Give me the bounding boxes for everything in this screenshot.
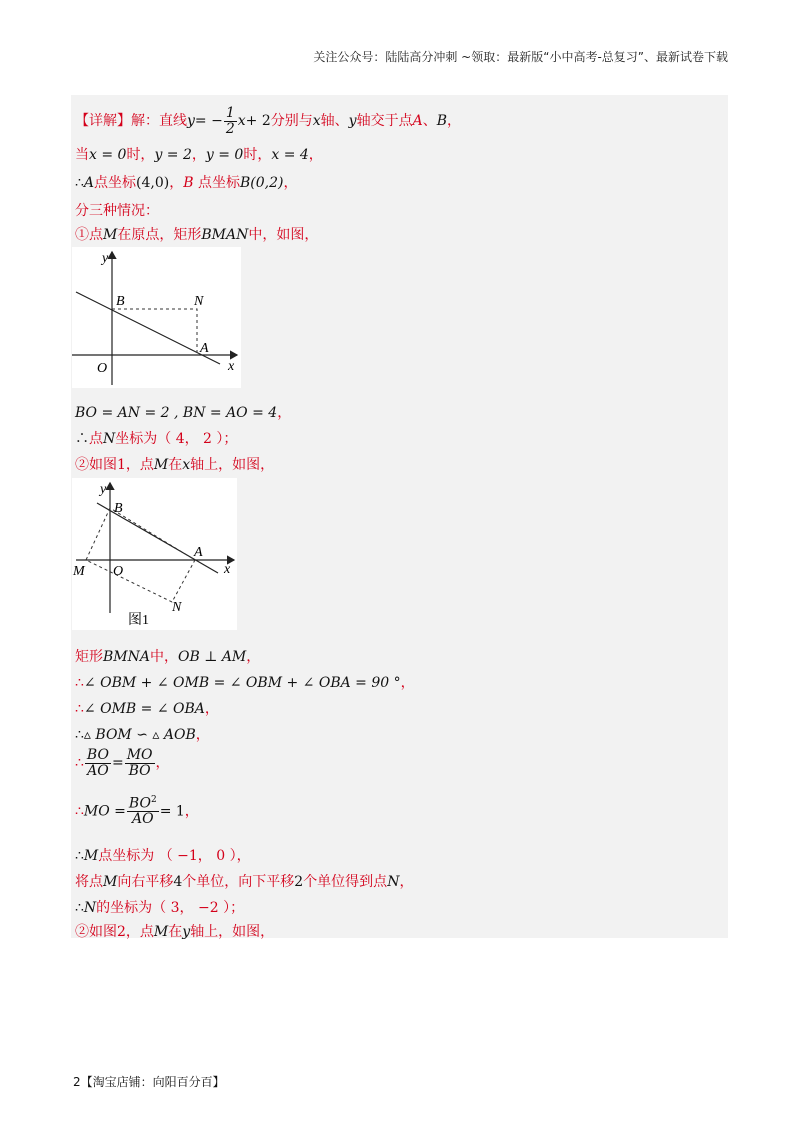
fraction: $\frac{1}{2}$ — [225, 105, 235, 137]
solution-line-15: ∴M点坐标为 （ −1， 0 ）， — [75, 848, 251, 864]
solution-line-14: ∴MO = $\frac{BO^2}{AO}$ = 1， — [75, 795, 199, 828]
solution-line-6: BO = AN = 2 , BN = AO = 4， — [75, 405, 292, 421]
fraction: $\frac{BO}{AO}$ — [86, 747, 109, 779]
detail-tag: 【详解】 — [75, 113, 131, 130]
solution-line-10: ∴∠ OBM + ∠ OMB = ∠ OBM + ∠ OBA = 90 °， — [75, 675, 415, 691]
solution-line-5: ①点M在原点，矩形BMAN中，如图， — [75, 227, 319, 243]
label-m: M — [73, 564, 85, 579]
label-a: A — [194, 545, 203, 560]
figure-origin-case — [72, 247, 241, 388]
page-number: 2 — [73, 1075, 81, 1089]
label-y: y — [102, 251, 109, 266]
rectangle-bmna-dashed — [86, 508, 195, 602]
label-b: B — [114, 501, 123, 516]
label-a: A — [200, 341, 209, 356]
figure-caption: 图1 — [128, 613, 149, 628]
label-o: O — [113, 564, 124, 579]
coordinate-diagram-2 — [72, 478, 237, 630]
label-n: N — [172, 600, 182, 615]
solution-line-12: ∴▵ BOM ∽ ▵ AOB， — [75, 727, 210, 743]
label-x: x — [224, 562, 231, 577]
label-b: B — [116, 294, 125, 309]
fraction: $\frac{MO}{BO}$ — [126, 747, 153, 779]
solution-line-2: 当x = 0时，y = 2，y = 0时，x = 4， — [75, 147, 323, 163]
solution-line-13: ∴ $\frac{BO}{AO}$ = $\frac{MO}{BO}$ ， — [75, 747, 170, 779]
solution-line-11: ∴∠ OMB = ∠ OBA， — [75, 701, 219, 717]
solution-line-8: ②如图1，点M在x轴上，如图， — [75, 457, 275, 473]
solution-line-3: ∴A点坐标(4,0)，B 点坐标B(0,2)， — [75, 175, 298, 191]
solution-line-17: ∴N的坐标为（ 3， −2 ）； — [75, 900, 245, 916]
coordinate-diagram-1 — [72, 247, 241, 388]
solution-line-16: 将点M向右平移4个单位，向下平移2个单位得到点N， — [75, 874, 414, 890]
solution-line-4: 分三种情况： — [75, 203, 159, 219]
label-y: y — [100, 482, 107, 497]
page-footer — [73, 1073, 225, 1090]
solution-line-7: ∴点N坐标为（ 4， 2 ）； — [75, 431, 238, 447]
fraction: $\frac{BO^2}{AO}$ — [128, 795, 157, 828]
solution-line-9: 矩形BMNA中，OB ⊥ AM， — [75, 649, 261, 665]
figure-1-diagram — [72, 478, 237, 630]
label-o: O — [97, 361, 108, 376]
page-header: 关注公众号：陆陆高分冲刺 ~领取：最新版“小中高考-总复习”、最新试卷下载 — [313, 50, 728, 64]
solution-line-1: 【详解】解：直线y= − $\frac{1}{2}$ x+ 2分别与x轴、y轴交于点A、B， — [75, 105, 462, 137]
solution-line-18: ②如图2，点M在y轴上，如图， — [75, 924, 275, 940]
label-x: x — [228, 359, 235, 374]
label-n: N — [194, 294, 204, 309]
shop-note: 【淘宝店铺：向阳百分百】 — [80, 1075, 225, 1089]
